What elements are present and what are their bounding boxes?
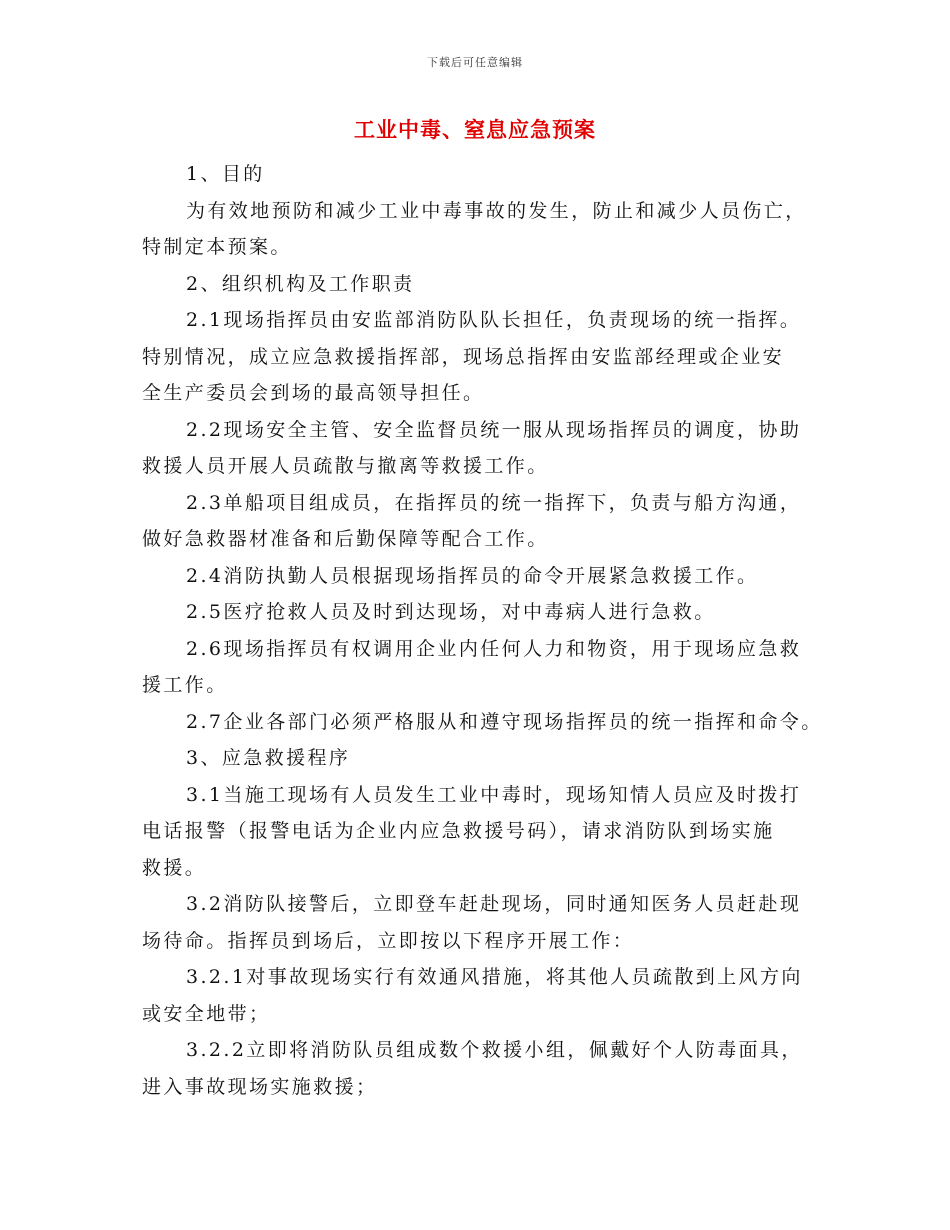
paragraph-line: 电话报警（报警电话为企业内应急救援号码），请求消防队到场实施	[142, 820, 775, 842]
paragraph	[142, 229, 842, 266]
paragraph-line: 2.5医疗抢救人员及时到达现场，对中毒病人进行急救。	[186, 601, 716, 623]
paragraph	[142, 959, 842, 996]
paragraph-line: 援工作。	[142, 674, 228, 696]
paragraph-line: 2.3单船项目组成员，在指挥员的统一指挥下，负责与船方沟通，	[186, 491, 802, 514]
paragraph-line: 场待命。指挥员到场后，立即按以下程序开展工作：	[142, 929, 635, 952]
paragraph	[142, 996, 842, 1033]
paragraph	[142, 266, 842, 303]
document-body	[142, 156, 842, 1105]
paragraph	[142, 1032, 842, 1069]
paragraph-line: 3.2.2立即将消防队员组成数个救援小组，佩戴好个人防毒面具，	[186, 1039, 803, 1061]
paragraph-line: 3、应急救援程序	[186, 747, 351, 769]
paragraph-line: 2.7企业各部门必须严格服从和遵守现场指挥员的统一指挥和命令。	[186, 710, 823, 733]
page-header-note: 下载后可任意编辑	[427, 56, 523, 69]
paragraph-line: 特别情况，成立应急救援指挥部，现场总指挥由安监部经理或企业安	[142, 345, 785, 368]
paragraph-line: 3.2消防队接警后，立即登车赶赴现场，同时通知医务人员赶赴现	[186, 893, 802, 915]
paragraph	[142, 1069, 842, 1106]
paragraph	[142, 631, 842, 668]
paragraph	[142, 521, 842, 558]
paragraph-line: 或安全地带；	[142, 1002, 271, 1025]
paragraph-line: 特制定本预案。	[142, 236, 292, 258]
paragraph	[142, 412, 842, 449]
paragraph	[142, 777, 842, 814]
paragraph-line: 3.2.1对事故现场实行有效通风措施，将其他人员疏散到上风方向	[186, 966, 803, 988]
paragraph-line: 2.6现场指挥员有权调用企业内任何人力和物资，用于现场应急救	[186, 637, 802, 660]
paragraph	[142, 339, 842, 412]
paragraph-line: 2.4消防执勤人员根据现场指挥员的命令开展紧急救援工作。	[186, 564, 759, 587]
paragraph	[142, 302, 842, 339]
paragraph-line: 救援人员开展人员疏散与撤离等救援工作。	[142, 455, 549, 477]
paragraph-line: 救援。	[142, 856, 207, 879]
paragraph-line: 进入事故现场实施救援；	[142, 1075, 378, 1098]
paragraph	[142, 594, 842, 631]
paragraph	[142, 485, 842, 522]
paragraph	[142, 704, 842, 741]
paragraph	[142, 193, 842, 230]
paragraph	[142, 448, 842, 485]
paragraph	[142, 558, 842, 595]
paragraph-line: 2.2现场安全主管、安全监督员统一服从现场指挥员的调度，协助	[186, 418, 802, 441]
paragraph-line: 2、组织机构及工作职责	[186, 272, 415, 295]
document-title: 工业中毒、窒息应急预案	[354, 117, 596, 142]
paragraph-line: 2.1现场指挥员由安监部消防队队长担任，负责现场的统一指挥。	[186, 309, 802, 331]
paragraph	[142, 813, 842, 886]
paragraph	[142, 923, 842, 960]
paragraph	[142, 667, 842, 704]
paragraph	[142, 156, 842, 193]
paragraph-line: 3.1当施工现场有人员发生工业中毒时，现场知情人员应及时拨打	[186, 783, 802, 806]
paragraph-line: 做好急救器材准备和后勤保障等配合工作。	[142, 528, 549, 550]
paragraph-line: 为有效地预防和减少工业中毒事故的发生，防止和减少人员伤亡，	[186, 199, 807, 222]
paragraph-line: 全生产委员会到场的最高领导担任。	[142, 382, 485, 404]
paragraph	[142, 886, 842, 923]
paragraph	[142, 740, 842, 777]
paragraph-line: 1、目的	[186, 163, 265, 185]
